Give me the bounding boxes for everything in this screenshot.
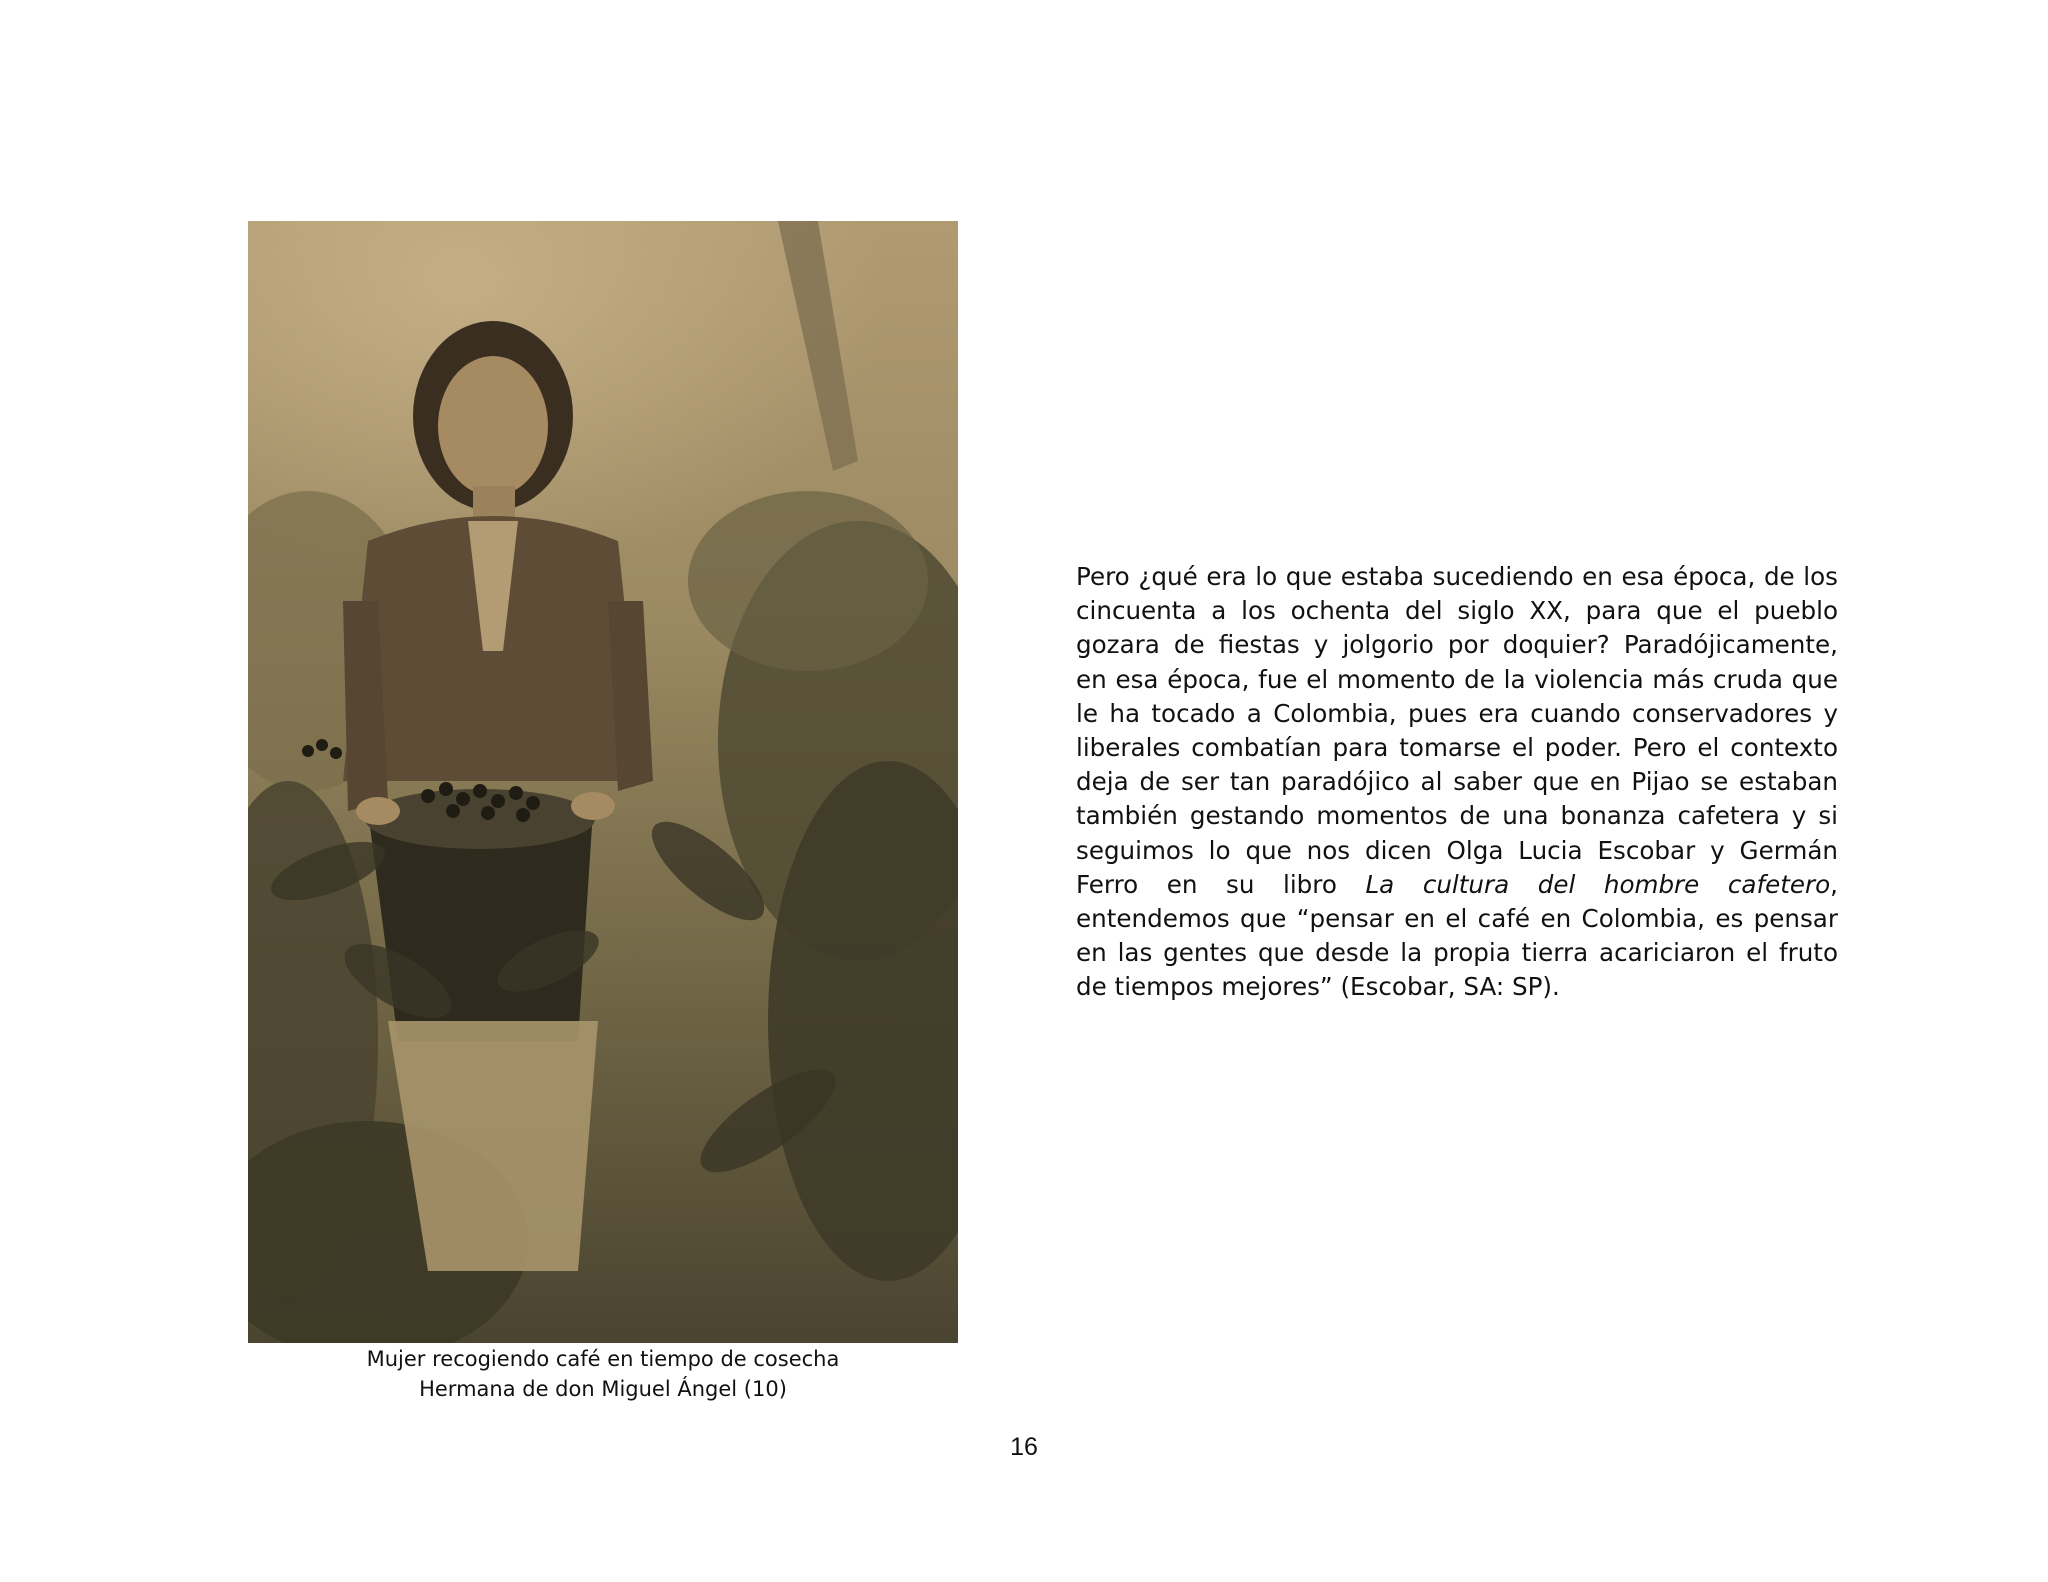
paragraph-line-with-title xyxy=(1076,868,1838,902)
body-paragraph xyxy=(1076,560,1838,1005)
caption-line-2: Hermana de don Miguel Ángel (10) xyxy=(419,1377,787,1401)
paragraph-line: Pero ¿qué era lo que estaba sucediendo en esa época, de los xyxy=(1076,562,1838,591)
line-text-before-title: Ferro en su libro xyxy=(1076,869,1337,899)
paragraph-line: en esa época, fue el momento de la violencia más cruda que xyxy=(1076,664,1838,694)
caption-line-1: Mujer recogiendo café en tiempo de cosecha xyxy=(366,1347,840,1371)
paragraph-line: cincuenta a los ochenta del siglo XX, para que el pueblo xyxy=(1076,596,1838,626)
paragraph-line: le ha tocado a Colombia, pues era cuando conservadores y xyxy=(1076,698,1838,728)
paragraph-line: gozara de fiestas y jolgorio por doquier? Paradójicamente, xyxy=(1076,630,1838,660)
paragraph-line: deja de ser tan paradójico al saber que en Pijao se estaban xyxy=(1076,767,1838,797)
line-text-after-title: , xyxy=(1830,869,1838,899)
paragraph-line: liberales combatían para tomarse el poder. Pero el contexto xyxy=(1076,733,1838,763)
book-title: La cultura del hombre cafetero xyxy=(1365,869,1831,899)
coffee-harvest-photo xyxy=(248,221,958,1343)
paragraph-line: seguimos lo que nos dicen Olga Lucia Escobar y Germán xyxy=(1076,835,1838,865)
paragraph-line: de tiempos mejores” (Escobar, SA: SP). xyxy=(1076,972,1560,1002)
paragraph-line: también gestando momentos de una bonanza cafetera y si xyxy=(1076,801,1838,831)
sepia-photograph xyxy=(248,221,958,1343)
photo-caption xyxy=(248,1344,958,1404)
page-number: 16 xyxy=(1010,1433,1038,1461)
paragraph-line: en las gentes que desde la propia tierra acariciaron el fruto xyxy=(1076,938,1838,968)
paragraph-line: entendemos que “pensar en el café en Colombia, es pensar xyxy=(1076,904,1838,934)
